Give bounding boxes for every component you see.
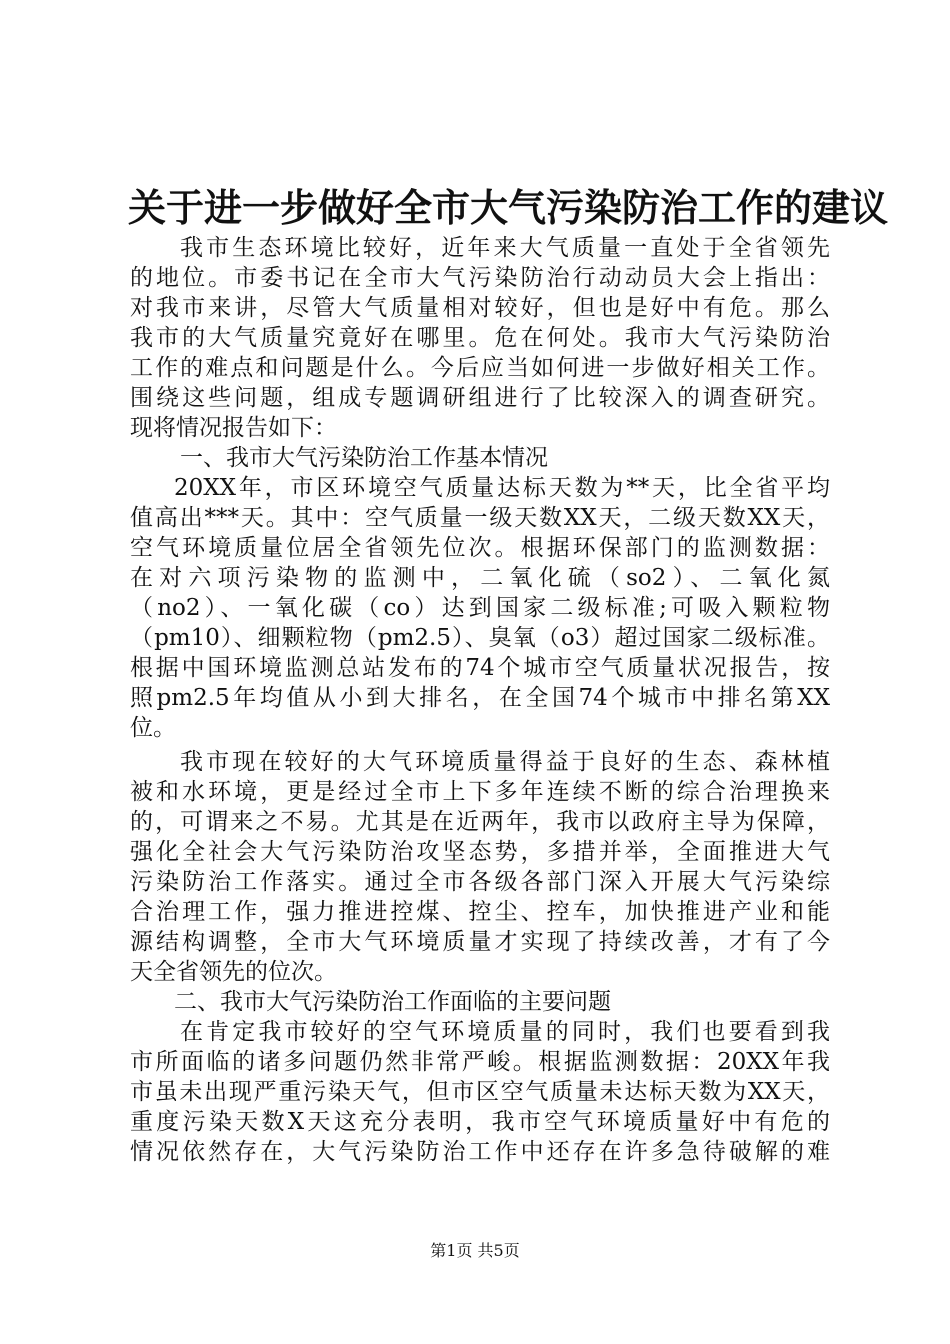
paragraph-line: 空气环境质量位居全省领先位次。根据环保部门的监测数据： (130, 535, 830, 561)
paragraph-line: 对我市来讲，尽管大气质量相对较好，但也是好中有危。那么 (130, 295, 830, 321)
paragraph-line: 我市的大气质量究竟好在哪里。危在何处。我市大气污染防治 (130, 325, 830, 351)
paragraph-line: 现将情况报告如下： (130, 415, 337, 441)
paragraph-line: （pm10）、细颗粒物（pm2.5）、臭氧（o3）超过国家二级标准。 (130, 625, 830, 651)
paragraph-line: 市虽未出现严重污染天气，但市区空气质量未达标天数为XX天， (130, 1079, 830, 1105)
paragraph-line: 在对六项污染物的监测中，二氧化硫（so2）、二氧化氮 (130, 565, 830, 591)
paragraph-line: 在肯定我市较好的空气环境质量的同时，我们也要看到我 (180, 1019, 830, 1045)
paragraph-line: 合治理工作，强力推进控煤、控尘、控车，加快推进产业和能 (130, 899, 830, 925)
paragraph-line: 20XX年，市区环境空气质量达标天数为**天，比全省平均 (174, 475, 830, 501)
paragraph-line: 市所面临的诸多问题仍然非常严峻。根据监测数据：20XX年我 (130, 1049, 830, 1075)
paragraph-line: 根据中国环境监测总站发布的74个城市空气质量状况报告，按 (130, 655, 830, 681)
paragraph-line: 源结构调整，全市大气环境质量才实现了持续改善，才有了今 (130, 929, 830, 955)
paragraph-line: 天全省领先的位次。 (130, 959, 337, 985)
paragraph-line: 我市现在较好的大气环境质量得益于良好的生态、森林植 (180, 749, 830, 775)
paragraph-line: 工作的难点和问题是什么。今后应当如何进一步做好相关工作。 (130, 355, 830, 381)
paragraph-line: 被和水环境，更是经过全市上下多年连续不断的综合治理换来 (130, 779, 830, 805)
paragraph-line: 的地位。市委书记在全市大气污染防治行动动员大会上指出： (130, 265, 830, 291)
document-body (130, 233, 830, 1167)
document-title: 关于进一步做好全市大气污染防治工作的建议 (128, 186, 889, 230)
paragraph-line: 位。 (130, 715, 176, 741)
section-heading: 一、我市大气污染防治工作基本情况 (180, 445, 548, 471)
page-footer: 第1页 共5页 (430, 1241, 520, 1260)
paragraph-line: 照pm2.5年均值从小到大排名，在全国74个城市中排名第XX (130, 685, 830, 711)
paragraph-line: 的，可谓来之不易。尤其是在近两年，我市以政府主导为保障， (130, 809, 830, 835)
section-heading: 二、我市大气污染防治工作面临的主要问题 (174, 989, 611, 1015)
paragraph-line: 围绕这些问题，组成专题调研组进行了比较深入的调查研究。 (130, 385, 830, 411)
paragraph-line: 我市生态环境比较好，近年来大气质量一直处于全省领先 (180, 235, 830, 261)
paragraph-line: 值高出***天。其中：空气质量一级天数XX天，二级天数XX天， (130, 505, 830, 531)
paragraph-line: 污染防治工作落实。通过全市各级各部门深入开展大气污染综 (130, 869, 830, 895)
paragraph-line: 重度污染天数X天这充分表明，我市空气环境质量好中有危的 (130, 1109, 830, 1135)
paragraph-line: （no2）、一氧化碳（co）达到国家二级标准;可吸入颗粒物 (130, 595, 830, 621)
paragraph-line: 强化全社会大气污染防治攻坚态势，多措并举，全面推进大气 (130, 839, 830, 865)
paragraph-line: 情况依然存在，大气污染防治工作中还存在许多急待破解的难 (130, 1139, 830, 1165)
